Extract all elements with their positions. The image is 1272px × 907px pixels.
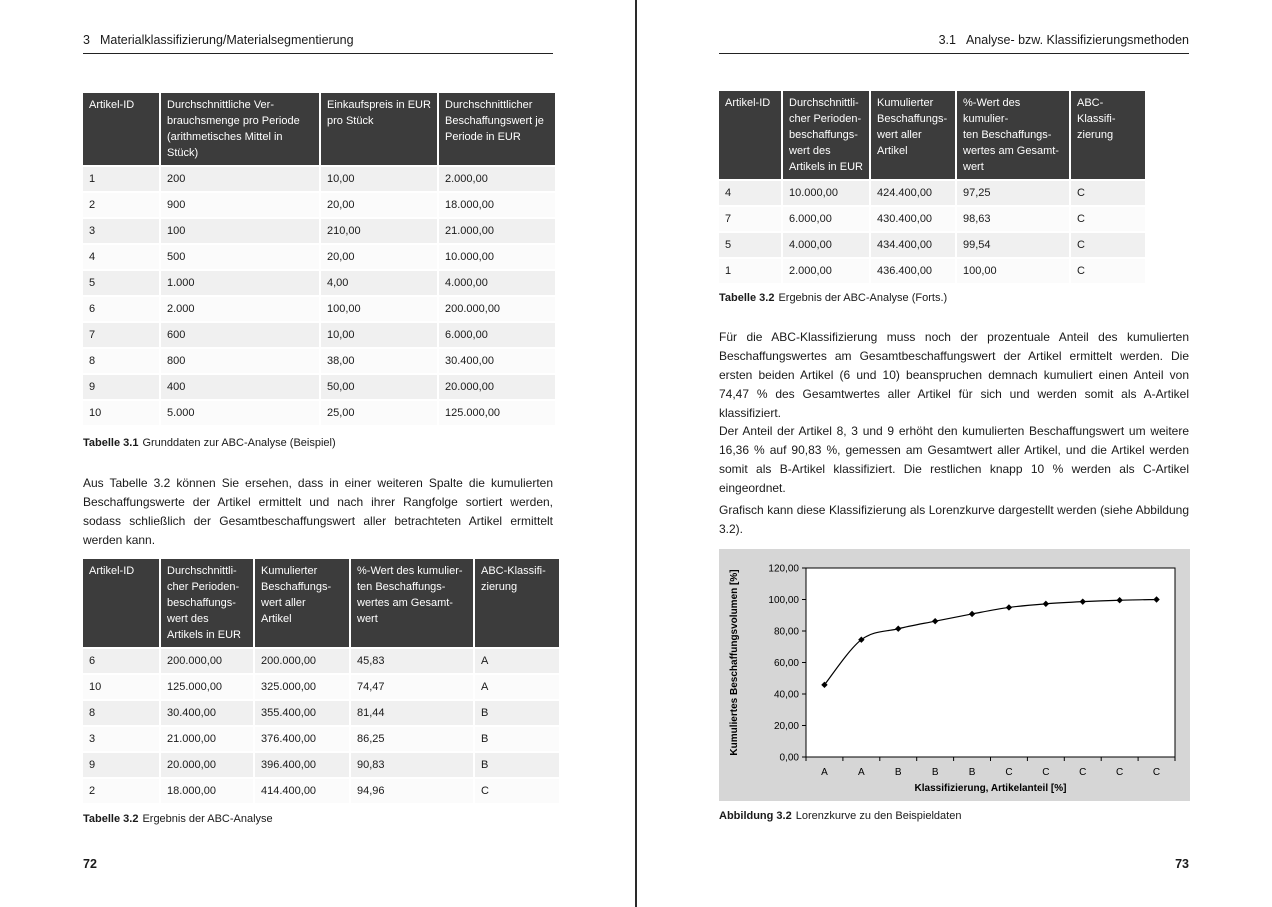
caption-text: Ergebnis der ABC-Analyse (Forts.): [778, 292, 948, 304]
chapter-title: Materialklassifizierung/Materialsegmentierung: [99, 33, 354, 47]
table-header-cell: Kumulierter Beschaffungs- wert aller Artikel: [255, 559, 349, 647]
figure-caption: [719, 810, 961, 822]
table-cell: 424.400,00: [871, 181, 955, 205]
table-cell: 30.400,00: [161, 701, 253, 725]
table-cell: 30.400,00: [439, 349, 555, 373]
table-row: [719, 181, 1145, 205]
table-cell: 355.400,00: [255, 701, 349, 725]
table-row: [83, 727, 559, 751]
table-cell: A: [475, 649, 559, 673]
table-cell: 434.400,00: [871, 233, 955, 257]
x-tick-label: C: [1079, 767, 1087, 778]
table-cell: 99,54: [957, 233, 1069, 257]
table-cell: 1: [719, 259, 781, 283]
table-cell: B: [475, 701, 559, 725]
table-row: [83, 193, 555, 217]
table-cell: 2.000,00: [783, 259, 869, 283]
table-cell: 2: [83, 193, 159, 217]
table-cell: 4: [719, 181, 781, 205]
table-header-cell: ABC-Klassifi- zierung: [1071, 91, 1145, 179]
table-cell: 45,83: [351, 649, 473, 673]
table-cell: 20,00: [321, 193, 437, 217]
table-cell: 6: [83, 297, 159, 321]
table-cell: 100: [161, 219, 319, 243]
table-cell: 8: [83, 701, 159, 725]
table-cell: 81,44: [351, 701, 473, 725]
table-abc-result-continued: [717, 89, 1147, 285]
table-row: [719, 259, 1145, 283]
table-cell: 376.400,00: [255, 727, 349, 751]
table-cell: 800: [161, 349, 319, 373]
chapter-number: 3: [83, 33, 90, 47]
table-cell: 20.000,00: [161, 753, 253, 777]
table-cell: 436.400,00: [871, 259, 955, 283]
table-row: [83, 375, 555, 399]
page-number-left: 72: [83, 857, 97, 871]
table-cell: 600: [161, 323, 319, 347]
table-cell: C: [1071, 207, 1145, 231]
running-header-right: [719, 33, 1189, 54]
table-cell: 100,00: [321, 297, 437, 321]
table-header-cell: Durchschnittli- cher Perioden- beschaffungs- wert des Artikels in EUR: [783, 91, 869, 179]
table-cell: 430.400,00: [871, 207, 955, 231]
table-cell: 4: [83, 245, 159, 269]
table-cell: 10: [83, 401, 159, 425]
table-cell: 20,00: [321, 245, 437, 269]
x-tick-label: C: [1152, 767, 1161, 778]
table-header-cell: ABC-Klassifi- zierung: [475, 559, 559, 647]
table-row: [83, 349, 555, 373]
table-row: [83, 219, 555, 243]
table-cell: 21.000,00: [439, 219, 555, 243]
table-cell: 4,00: [321, 271, 437, 295]
table-cell: 2.000,00: [439, 167, 555, 191]
table-header-cell: Durchschnittliche Ver- brauchsmenge pro Periode (arithmetisches Mittel in Stück): [161, 93, 319, 165]
table-cell: 90,83: [351, 753, 473, 777]
table-cell: 7: [83, 323, 159, 347]
table-cell: 1: [83, 167, 159, 191]
table-cell: C: [1071, 181, 1145, 205]
table-row: [83, 753, 559, 777]
table-cell: A: [475, 675, 559, 699]
table-row: [83, 779, 559, 803]
table-row: [83, 167, 555, 191]
caption-text: Grunddaten zur ABC-Analyse (Beispiel): [142, 437, 336, 449]
x-tick-label: B: [968, 767, 976, 778]
table-cell: 900: [161, 193, 319, 217]
table-row: [719, 207, 1145, 231]
running-header-left: [83, 33, 553, 54]
section-title: Analyse- bzw. Klassifizierungsmethoden: [965, 33, 1189, 47]
caption-label: Abbildung 3.2: [719, 810, 792, 822]
caption-label: Tabelle 3.2: [83, 813, 139, 825]
table-cell: 1.000: [161, 271, 319, 295]
table-cell: 200.000,00: [439, 297, 555, 321]
page-number-right: 73: [1175, 857, 1189, 871]
table-cell: 5: [719, 233, 781, 257]
y-tick-label: 60,00: [773, 658, 799, 669]
table-cell: 74,47: [351, 675, 473, 699]
table-abc-result: [81, 557, 561, 805]
table-cell: B: [475, 727, 559, 751]
table-row: [83, 271, 555, 295]
table-basic-data: [81, 91, 557, 427]
table-header-cell: %-Wert des kumulier- ten Beschaffungs- wertes am Gesamt- wert: [351, 559, 473, 647]
lorenz-curve-chart: [719, 549, 1190, 801]
x-tick-label: A: [858, 767, 865, 778]
table-header-cell: Einkaufspreis in EUR pro Stück: [321, 93, 437, 165]
table-row: [83, 649, 559, 673]
table-cell: 10.000,00: [439, 245, 555, 269]
table-cell: 7: [719, 207, 781, 231]
y-tick-label: 80,00: [773, 626, 799, 638]
table-row: [83, 323, 555, 347]
table-header-cell: Artikel-ID: [83, 93, 159, 165]
table-header-cell: Artikel-ID: [83, 559, 159, 647]
table-cell: 6.000,00: [439, 323, 555, 347]
table-row: [83, 675, 559, 699]
section-number: 3.1: [938, 33, 956, 47]
table-row: [83, 297, 555, 321]
y-tick-label: 40,00: [773, 689, 799, 701]
body-paragraph-3: Grafisch kann diese Klassifizierung als Lorenzkurve dargestellt werden (siehe Abbildung 3.2).: [719, 503, 1189, 536]
table-cell: 9: [83, 753, 159, 777]
caption-text: Lorenzkurve zu den Beispieldaten: [795, 810, 962, 822]
table-cell: 396.400,00: [255, 753, 349, 777]
x-axis-label: Klassifizierung, Artikelanteil [%]: [914, 783, 1067, 794]
caption-label: Tabelle 3.1: [83, 437, 139, 449]
body-paragraph: Aus Tabelle 3.2 können Sie ersehen, dass in einer weiteren Spalte die kumulierten Beschaffungswerte der Artikel ermittelt und nach ihrer Rangfolge sortiert werden, sodass schließlich der Gesamtbeschaffungswert aller betrachteten Artikel ermittelt werden kann.: [83, 476, 553, 547]
table-cell: 25,00: [321, 401, 437, 425]
table-cell: 9: [83, 375, 159, 399]
table-cell: 200: [161, 167, 319, 191]
table-cell: 200.000,00: [161, 649, 253, 673]
caption-label: Tabelle 3.2: [719, 292, 775, 304]
plot-area: [806, 568, 1175, 757]
table-cell: 10,00: [321, 323, 437, 347]
table-cell: 400: [161, 375, 319, 399]
right-page: [637, 0, 1272, 907]
table-cell: 10: [83, 675, 159, 699]
table-cell: 100,00: [957, 259, 1069, 283]
table-cell: 38,00: [321, 349, 437, 373]
table-cell: C: [475, 779, 559, 803]
table-row: [83, 701, 559, 725]
table-cell: 18.000,00: [439, 193, 555, 217]
y-tick-label: 20,00: [773, 721, 799, 732]
table-header-cell: Artikel-ID: [719, 91, 781, 179]
x-tick-label: B: [894, 767, 902, 778]
table-cell: 500: [161, 245, 319, 269]
table-row: [83, 245, 555, 269]
table2-caption: [83, 813, 273, 825]
table-cell: 2: [83, 779, 159, 803]
table-cell: 200.000,00: [255, 649, 349, 673]
table-cell: 94,96: [351, 779, 473, 803]
table-cell: 2.000: [161, 297, 319, 321]
table-cell: 4.000,00: [439, 271, 555, 295]
table-header-cell: Durchschnittli- cher Perioden- beschaffungs- wert des Artikels in EUR: [161, 559, 253, 647]
table-cell: 86,25: [351, 727, 473, 751]
table-cell: 50,00: [321, 375, 437, 399]
body-paragraph-2: Der Anteil der Artikel 8, 3 und 9 erhöht den kumulierten Beschaffungswert um weitere 16,36 % auf 90,83 %, gemessen am Gesamtwert aller Artikel, und die Artikel werden somit als B-Artikel klassifiziert. Die restlichen knapp 10 % werden als C-Artikel eingeordnet.: [719, 424, 1189, 495]
table-header-cell: Durchschnittlicher Beschaffungswert je Periode in EUR: [439, 93, 555, 165]
table-cell: 18.000,00: [161, 779, 253, 803]
table-cell: 414.400,00: [255, 779, 349, 803]
y-tick-label: 100,00: [768, 595, 799, 606]
x-tick-label: B: [931, 767, 939, 778]
table-cell: 5.000: [161, 401, 319, 425]
x-tick-label: C: [1042, 767, 1050, 778]
table-cell: 325.000,00: [255, 675, 349, 699]
table-row: [83, 401, 555, 425]
table-cell: 8: [83, 349, 159, 373]
table-header-cell: Kumulierter Beschaffungs- wert aller Artikel: [871, 91, 955, 179]
table-cell: C: [1071, 259, 1145, 283]
table-cell: B: [475, 753, 559, 777]
x-tick-label: A: [821, 767, 828, 778]
table-cell: 21.000,00: [161, 727, 253, 751]
y-tick-label: 120,00: [768, 563, 799, 575]
y-axis-label: Kumuliertes Beschaffungsvolumen [%]: [729, 569, 740, 756]
caption-text: Ergebnis der ABC-Analyse: [142, 813, 273, 825]
table-cell: 5: [83, 271, 159, 295]
table-cell: 97,25: [957, 181, 1069, 205]
table-cell: 6.000,00: [783, 207, 869, 231]
table-cell: 4.000,00: [783, 233, 869, 257]
table-cell: 3: [83, 727, 159, 751]
x-tick-label: C: [1116, 767, 1124, 778]
table-cell: 10.000,00: [783, 181, 869, 205]
table-cell: 98,63: [957, 207, 1069, 231]
x-tick-label: C: [1005, 767, 1013, 778]
body-paragraph-1: Für die ABC-Klassifizierung muss noch der prozentuale Anteil des kumulierten Beschaffungswertes am Gesamtbeschaffungswert der Artikel ermittelt werden. Die ersten beiden Artikel (6 und 10) beanspruchen demnach kumuliert einen Anteil von 74,47 % des Gesamtwertes aller Artikel für sich und werden somit als A-Artikel klassifiziert.: [719, 330, 1189, 420]
y-tick-label: 0,00: [779, 752, 799, 764]
table1-caption: [83, 437, 336, 449]
table-cell: 125.000,00: [439, 401, 555, 425]
table-header-cell: %-Wert des kumulier- ten Beschaffungs- wertes am Gesamt- wert: [957, 91, 1069, 179]
chart-canvas: [719, 549, 1190, 801]
table-cell: 20.000,00: [439, 375, 555, 399]
table-cell: 210,00: [321, 219, 437, 243]
table-cell: 3: [83, 219, 159, 243]
table-cell: C: [1071, 233, 1145, 257]
table-cell: 125.000,00: [161, 675, 253, 699]
table-cell: 10,00: [321, 167, 437, 191]
table-cell: 6: [83, 649, 159, 673]
table-row: [719, 233, 1145, 257]
table2-cont-caption: [719, 292, 947, 304]
